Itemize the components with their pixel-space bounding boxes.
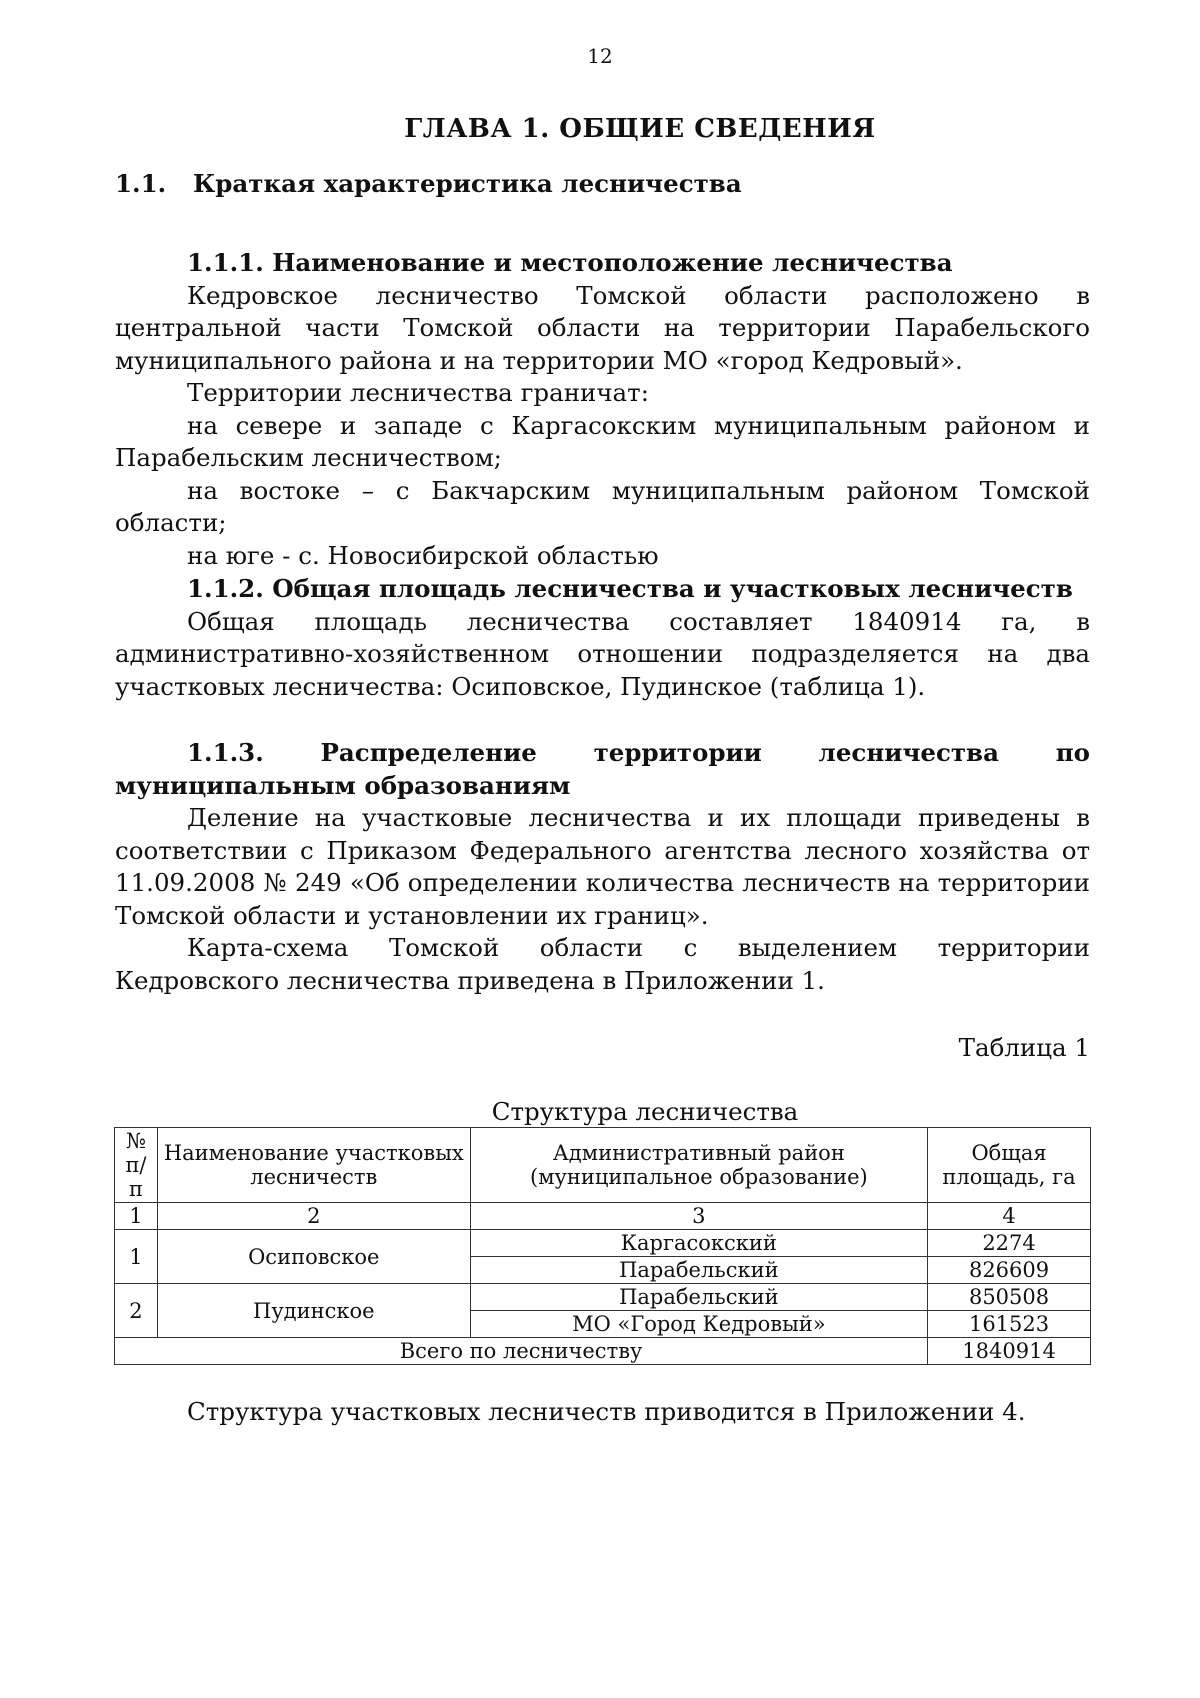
table-row — [115, 1284, 1091, 1311]
table-header-row — [115, 1128, 1091, 1203]
chapter-title: ГЛАВА 1. ОБЩИЕ СВЕДЕНИЯ — [404, 114, 876, 144]
total-label-cell: Всего по лесничеству — [115, 1338, 928, 1365]
section-1-1-2-para1: Общая площадь лесничества составляет 1840914 га, в административно-хозяйственном отношении подразделяется на два участковых лесничества: Осиповское, Пудинское (таблица 1). — [115, 606, 1090, 701]
page-number: 12 — [587, 44, 613, 68]
footer-paragraph — [115, 1396, 1090, 1429]
header-cell: № п/п — [115, 1128, 158, 1203]
district-cell: Каргасокский — [470, 1230, 927, 1257]
section-1-1-1-para3: на севере и западе с Каргасокским муниципальным районом и Парабельским лесничеством; — [115, 410, 1090, 472]
section-1-1-1-para1: Кедровское лесничество Томской области расположено в центральной части Томской области на территории Парабельского муниципального района и на территории МО «город Кедровый». — [115, 280, 1090, 375]
footer-text: Структура участковых лесничеств приводится в Приложении 4. — [187, 1397, 1026, 1426]
section-1-1-2 — [115, 573, 1090, 703]
table-row — [115, 1230, 1091, 1257]
section-1-1-1-para4: на востоке – с Бакчарским муниципальным районом Томской области; — [115, 475, 1090, 537]
section-1-1-1-title: 1.1.1. Наименование и местоположение лесничества — [187, 248, 953, 277]
section-1-1-number: 1.1. — [115, 169, 167, 198]
table-label: Таблица 1 — [958, 1033, 1090, 1062]
row-number-cell: 1 — [115, 1230, 158, 1284]
table-column-number-row — [115, 1203, 1091, 1230]
section-1-1-1-para2: Территории лесничества граничат: — [187, 378, 649, 407]
header-cell: Общая площадь, га — [928, 1128, 1091, 1203]
row-number-cell: 2 — [115, 1284, 158, 1338]
section-1-1-1 — [115, 247, 1090, 572]
area-cell: 850508 — [928, 1284, 1091, 1311]
section-1-1-1-para5: на юге - с. Новосибирской областью — [187, 540, 659, 570]
section-1-1-3 — [115, 737, 1090, 997]
area-cell: 826609 — [928, 1257, 1091, 1284]
column-number-cell: 2 — [157, 1203, 470, 1230]
section-1-1-3-title: 1.1.3. Распределение территории лесничества по муниципальным образованиям — [115, 738, 1090, 800]
district-cell: Парабельский — [470, 1284, 927, 1311]
structure-table — [114, 1127, 1091, 1365]
area-cell: 161523 — [928, 1311, 1091, 1338]
column-number-cell: 4 — [928, 1203, 1091, 1230]
column-number-cell: 1 — [115, 1203, 158, 1230]
column-number-cell: 3 — [470, 1203, 927, 1230]
section-1-1-3-para2: Карта-схема Томской области с выделением территории Кедровского лесничества приведена в Приложении 1. — [115, 933, 1090, 995]
total-value-cell: 1840914 — [928, 1338, 1091, 1365]
forestry-name-cell: Осиповское — [157, 1230, 470, 1284]
section-1-1-3-para1: Деление на участковые лесничества и их площади приведены в соответствии с Приказом Федерального агентства лесного хозяйства от 11.09.2008 № 249 «Об определении количества лесничеств на территории Томской области и установлении их границ». — [115, 803, 1090, 930]
table-title: Структура лесничества — [491, 1097, 799, 1126]
header-cell: Наименование участковых лесничеств — [157, 1128, 470, 1203]
section-1-1-title: Краткая характеристика лесничества — [193, 169, 742, 198]
header-cell: Административный район (муниципальное образование) — [470, 1128, 927, 1203]
district-cell: Парабельский — [470, 1257, 927, 1284]
district-cell: МО «Город Кедровый» — [470, 1311, 927, 1338]
section-1-1-2-title: 1.1.2. Общая площадь лесничества и участковых лесничеств — [187, 574, 1073, 603]
section-1-1-heading — [115, 168, 1090, 201]
table-total-row — [115, 1338, 1091, 1365]
forestry-name-cell: Пудинское — [157, 1284, 470, 1338]
area-cell: 2274 — [928, 1230, 1091, 1257]
